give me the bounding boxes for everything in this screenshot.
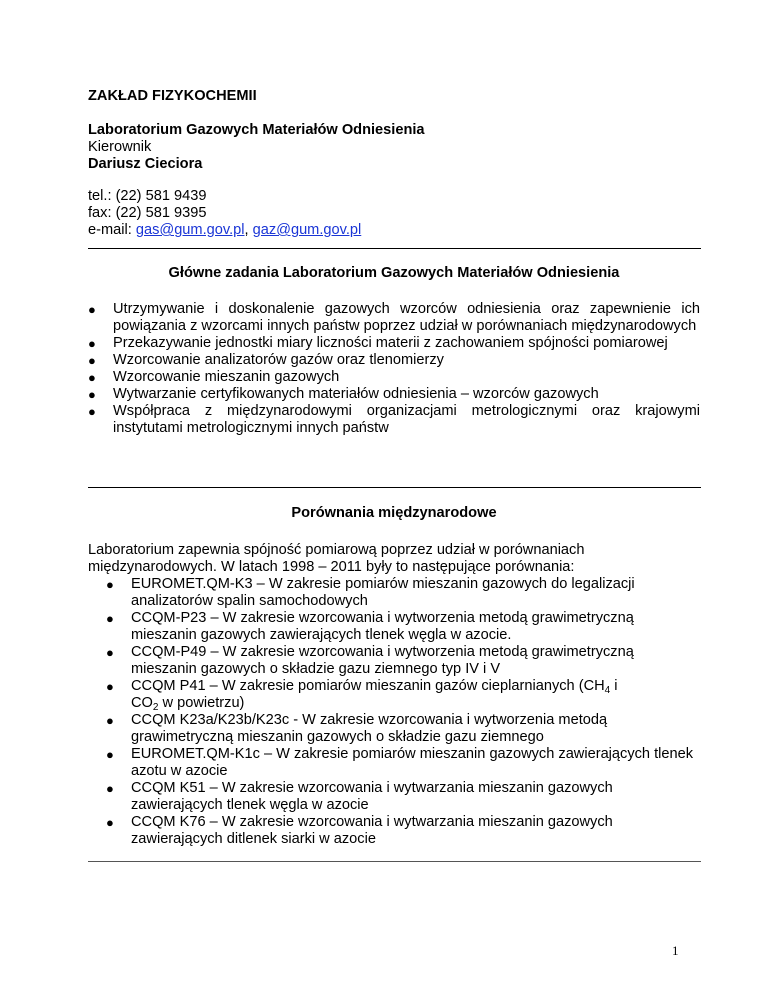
page-number: 1 xyxy=(672,943,679,958)
list-item: ● Wytwarzanie certyfikowanych materiałów odniesienia – wzorców gazowych xyxy=(88,386,599,402)
lab-name: Laboratorium Gazowych Materiałów Odniesienia xyxy=(88,122,425,138)
email-link-gaz[interactable]: gaz@gum.gov.pl xyxy=(252,222,362,238)
bullet-icon: ● xyxy=(88,353,96,368)
list-item: ● CCQM K51 – W zakresie wzorcowania i wytwarzania mieszanin gazowych zawierających tlenek węgla w azocie xyxy=(106,780,613,813)
bullet-icon: ● xyxy=(106,815,114,830)
phone-line: tel.: (22) 581 9439 xyxy=(88,188,207,204)
bullet-icon: ● xyxy=(106,645,114,660)
bullet-icon: ● xyxy=(106,679,114,694)
list-item: ● EUROMET.QM-K1c – W zakresie pomiarów mieszanin gazowych zawierających tlenek azotu w azocie xyxy=(106,746,694,779)
list-item: ● CCQM-P49 – W zakresie wzorcowania i wytworzenia metodą grawimetryczną mieszanin gazowych o składzie gazu ziemnego typ IV i V xyxy=(106,644,634,677)
divider xyxy=(88,861,701,862)
bullet-icon: ● xyxy=(88,302,96,317)
bullet-icon: ● xyxy=(88,336,96,351)
head-role: Kierownik xyxy=(88,139,152,155)
department-title: ZAKŁAD FIZYKOCHEMII xyxy=(88,88,257,104)
comparisons-intro: Laboratorium zapewnia spójność pomiarową poprzez udział w porównaniach międzynarodowych. W latach 1998 – 2011 były to następujące porównania: xyxy=(88,542,585,575)
bullet-icon: ● xyxy=(106,781,114,796)
bullet-icon: ● xyxy=(106,577,114,592)
list-item: ● CCQM P41 – W zakresie pomiarów mieszanin gazów cieplarnianych ($CH_4$ i $CO_2$ w powietrzu) xyxy=(106,678,618,713)
bullet-icon: ● xyxy=(106,747,114,762)
list-item: ● Współpraca z międzynarodowymi organizacjami metrologicznymi oraz krajowymi instytutami metrologicznymi innych państw xyxy=(88,403,700,436)
list-item: ● EUROMET.QM-K3 – W zakresie pomiarów mieszanin gazowych do legalizacji analizatorów spalin samochodowych xyxy=(106,576,635,609)
email-label: e-mail: xyxy=(88,222,136,238)
bullet-icon: ● xyxy=(88,404,96,419)
list-item: ● CCQM K76 – W zakresie wzorcowania i wytwarzania mieszanin gazowych zawierających ditlenek siarki w azocie xyxy=(106,814,613,847)
comparisons-list xyxy=(88,576,700,848)
list-item: ● Wzorcowanie analizatorów gazów oraz tlenomierzy xyxy=(88,352,444,368)
list-item: ● CCQM K23a/K23b/K23c - W zakresie wzorcowania i wytworzenia metodą grawimetryczną mieszanin gazowych o składzie gazu ziemnego xyxy=(106,712,608,745)
list-item: ● Przekazywanie jednostki miary liczności materii z zachowaniem spójności pomiarowej xyxy=(88,335,668,351)
head-name: Dariusz Cieciora xyxy=(88,156,203,172)
email-line xyxy=(88,222,700,239)
divider xyxy=(88,248,701,249)
list-item: ● Wzorcowanie mieszanin gazowych xyxy=(88,369,340,385)
bullet-icon: ● xyxy=(106,611,114,626)
email-link-gas[interactable]: gas@gum.gov.pl xyxy=(135,222,245,238)
tasks-heading: Główne zadania Laboratorium Gazowych Materiałów Odniesienia xyxy=(168,265,620,281)
tasks-list xyxy=(88,301,700,437)
fax-line: fax: (22) 581 9395 xyxy=(88,205,207,221)
bullet-icon: ● xyxy=(88,370,96,385)
list-item: ● CCQM-P23 – W zakresie wzorcowania i wytworzenia metodą grawimetryczną mieszanin gazowych zawierających tlenek węgla w azocie. xyxy=(106,610,634,643)
bullet-icon: ● xyxy=(106,713,114,728)
bullet-icon: ● xyxy=(88,387,96,402)
email-separator: , xyxy=(244,222,253,238)
divider xyxy=(88,487,701,488)
comparisons-heading: Porównania międzynarodowe xyxy=(291,505,497,521)
list-item: ● Utrzymywanie i doskonalenie gazowych wzorców odniesienia oraz zapewnienie ich powiązania z wzorcami innych państw poprzez udział w porównaniach międzynarodowych xyxy=(88,301,700,334)
